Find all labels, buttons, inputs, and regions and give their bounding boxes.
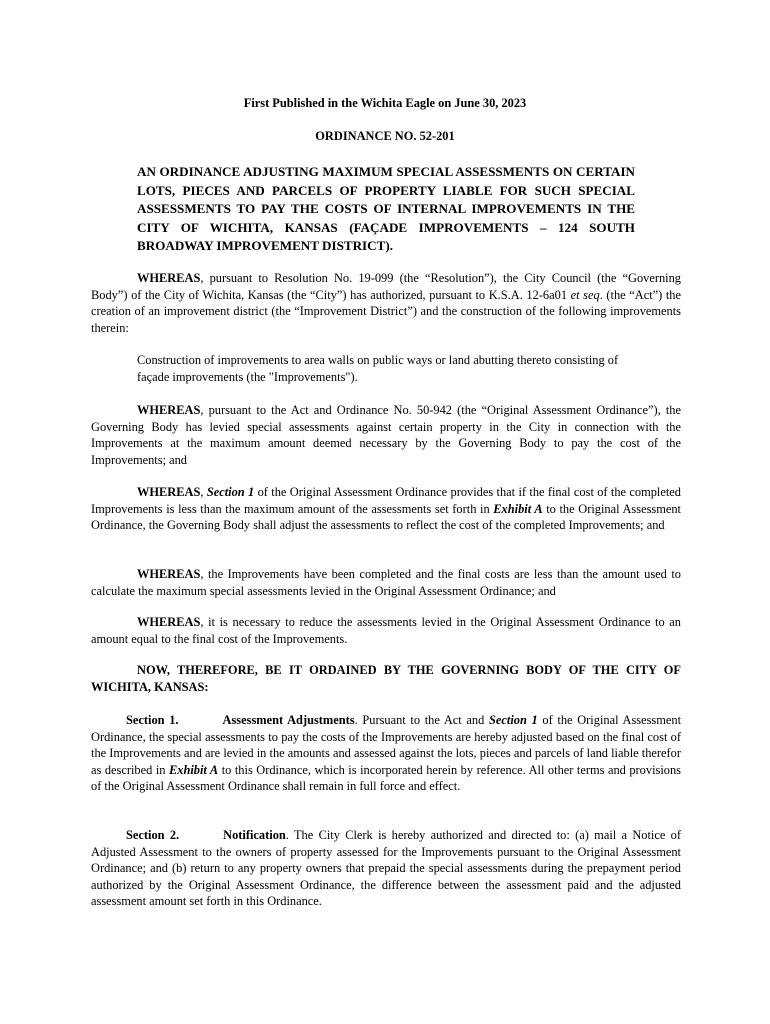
section-reference: Section 1: [206, 485, 255, 499]
ordinance-number: ORDINANCE NO. 52-201: [315, 129, 455, 143]
exhibit-reference: Exhibit A: [493, 501, 543, 516]
whereas-text: , pursuant to the Act and Ordinance No. 50-942 (the “Original Assessment Ordinance”), the Governing Body has levied special assessments against certain property in the City in connection with the Improvements at the maximum amount deemed necessary by the Governing Body to pay the cost of the Improvements; and: [91, 403, 681, 467]
whereas-paragraph-4: [91, 566, 681, 599]
whereas-paragraph-1: [91, 270, 681, 336]
et-seq-text: et seq: [570, 287, 600, 302]
whereas-text: ,: [200, 485, 207, 499]
ordinance-title: AN ORDINANCE ADJUSTING MAXIMUM SPECIAL ASSESSMENTS ON CERTAIN LOTS, PIECES AND PARCELS OF PROPERTY LIABLE FOR SUCH SPECIAL ASSESSMENTS TO PAY THE COSTS OF INTERNAL IMPROVEMENTS IN THE CITY OF WICHITA, KANSAS (FAÇADE IMPROVEMENTS – 124 SOUTH BROADWAY IMPROVEMENT DISTRICT).: [137, 164, 635, 253]
whereas-lead: WHEREAS: [137, 403, 201, 417]
whereas-text: of the Original Assessment Ordinance provides that if the final cost of the completed Improvements is less than the maximum amount of the assessments set forth in: [91, 485, 681, 516]
section-2: [91, 827, 681, 910]
section-text: . Pursuant to the Act and: [354, 713, 489, 727]
section-heading: Assessment Adjustments: [222, 713, 355, 727]
section-text: . The City Clerk is hereby authorized and directed to: (a) mail a Notice of Adjusted Assessment to the owners of property assessed for the Improvements pursuant to the Original Assessment Ordinance; and (b) return to any property owners that prepaid the special assessments during the prepayment period authorized by the Original Assessment Ordinance, the difference between the assessment paid and the adjusted assessment amount set forth in this Ordinance.: [91, 828, 681, 908]
section-number: Section 1.: [126, 713, 179, 727]
whereas-lead: WHEREAS: [137, 271, 201, 285]
whereas-text: , it is necessary to reduce the assessments levied in the Original Assessment Ordinance to an amount equal to the final cost of the Improvements.: [91, 615, 681, 646]
section-text: of the Original Assessment Ordinance, the special assessments to pay the costs of the Improvements are hereby adjusted based on the final cost of the Improvements and are levied in the amounts and assessed against the lots, pieces and parcels of land liable therefor as described in: [91, 713, 682, 777]
section-number: Section 2.: [126, 828, 180, 842]
whereas-text: , the Improvements have been completed and the final costs are less than the amount used to calculate the maximum special assessments levied in the Original Assessment Ordinance; and: [91, 567, 681, 598]
improvements-description: Construction of improvements to area walls on public ways or land abutting thereto consisting of façade improvements (the "Improvements").: [137, 353, 619, 384]
whereas-paragraph-3: [91, 484, 681, 534]
whereas-lead: WHEREAS: [137, 485, 201, 499]
whereas-text: , pursuant to Resolution No. 19-099 (the “Resolution”), the City Council (the “Governing Body”) of the City of Wichita, Kansas (the “City”) has authorized, pursuant to K.S.A. 12-6a01: [91, 271, 681, 302]
exhibit-reference: Exhibit A: [168, 762, 219, 777]
publication-notice: First Published in the Wichita Eagle on June 30, 2023: [243, 96, 527, 110]
section-reference: Section 1: [488, 713, 538, 727]
whereas-paragraph-2: [91, 402, 681, 468]
whereas-lead: WHEREAS: [137, 615, 201, 629]
whereas-text: to the Original Assessment Ordinance, the Governing Body shall adjust the assessments to reflect the cost of the completed Improvements; and: [91, 501, 681, 532]
section-text: to this Ordinance, which is incorporated herein by reference. All other terms and provisions of the Original Assessment Ordinance shall remain in full force and effect.: [91, 762, 681, 793]
whereas-text: . (the “Act”) the creation of an improvement district (the “Improvement District”) and the construction of the following improvements therein:: [91, 287, 682, 335]
whereas-paragraph-5: [91, 614, 681, 647]
now-therefore-clause: NOW, THEREFORE, BE IT ORDAINED BY THE GOVERNING BODY OF THE CITY OF WICHITA, KANSAS:: [91, 663, 681, 694]
whereas-lead: WHEREAS: [137, 567, 201, 581]
section-1: [91, 712, 681, 795]
section-heading: Notification: [223, 828, 286, 842]
